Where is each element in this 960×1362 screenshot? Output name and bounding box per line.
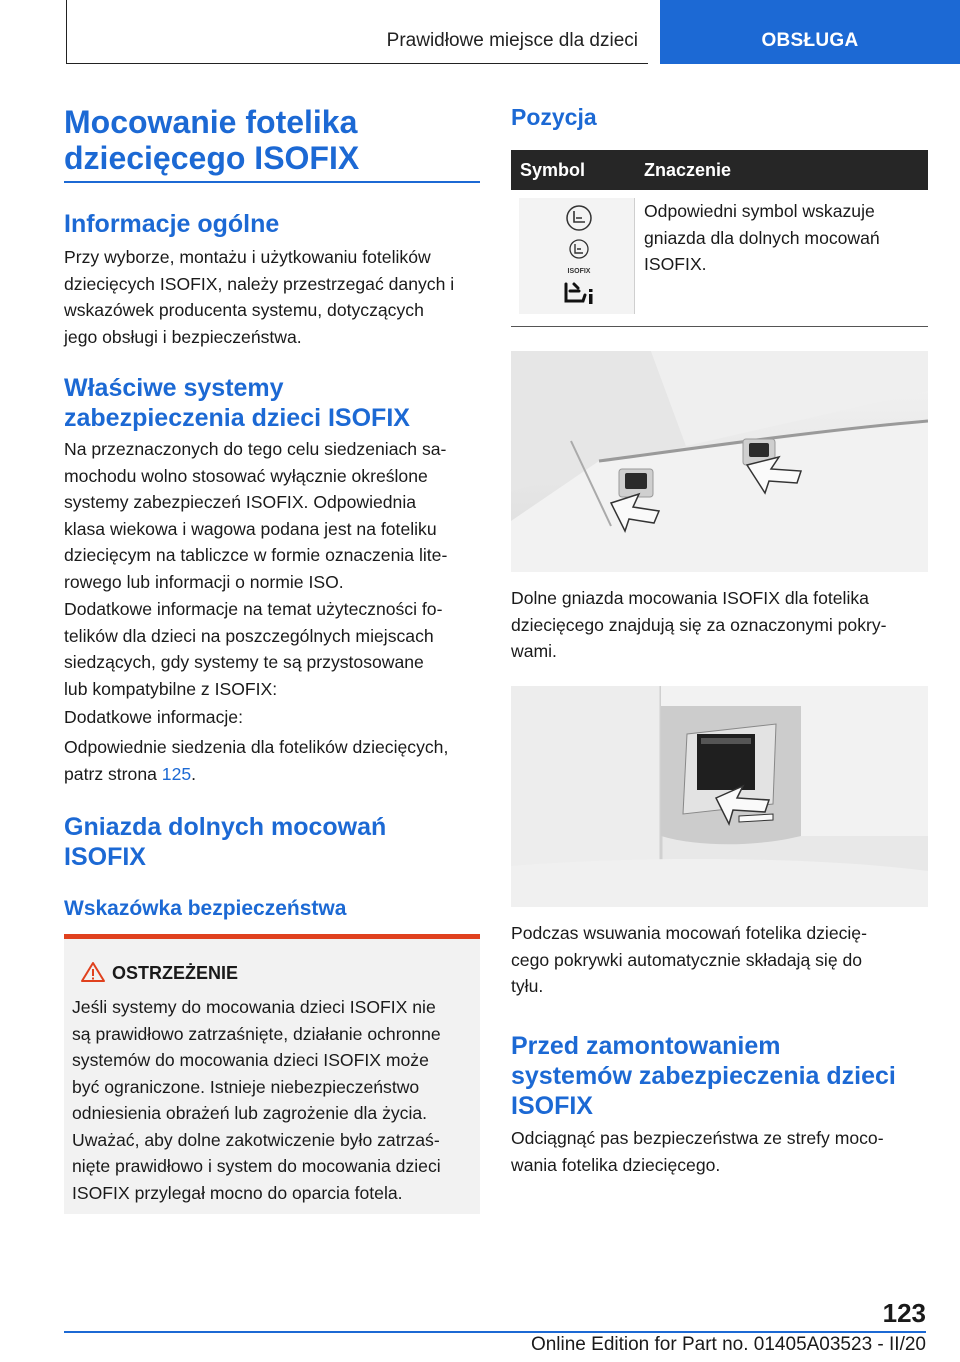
paragraph-general: Przy wyborze, montażu i użytkowaniu fotelików dziecięcych ISOFIX, należy przestrzegać danych i wskazówek producenta systemu, dotyczących jego obsługi i bezpieczeństwa. (64, 247, 455, 347)
paragraph-systems: Na przeznaczonych do tego celu siedzeniach sa- mochodu wolno stosować wyłącznie określone systemy zabezpieczeń ISOFIX. Odpowiednia klasa wiekowa i wagowa podana jest na foteliku dziecięcym na tabliczce w formie oznaczenia lite- rowego lub informacji o normie ISO. (64, 439, 448, 592)
paragraph-seats: Odpowiednie siedzenia dla fotelików dziecięcych, patrz strona 125. (64, 737, 449, 784)
table-meaning: Odpowiedni symbol wskazuje gniazda dla dolnych mocowań ISOFIX. (644, 201, 880, 274)
warning-triangle-icon (80, 961, 106, 988)
isofix-symbols (519, 198, 635, 314)
isofix-seat-icon (519, 198, 634, 314)
footer-edition: Online Edition for Part no. 01405A03523 - II/20 (530, 1334, 926, 1355)
page-number: 123 (882, 1298, 926, 1328)
caption-covers: Dolne gniazda mocowania ISOFIX dla fotelika dziecięcego znajdują się za oznaczonymi pokry- wami. (511, 588, 887, 661)
title-rule (64, 181, 480, 183)
section-title: Prawidłowe miejsce dla dzieci (386, 30, 638, 51)
photo-isofix-insertion (511, 686, 928, 907)
col-meaning: Znaczenie (644, 160, 732, 180)
table-header (511, 150, 928, 190)
table-bottom-rule (511, 326, 928, 327)
col-symbol: Symbol (520, 160, 586, 180)
heading-anchors: Gniazda dolnych mocowań ISOFIX (64, 813, 387, 871)
page-title: Mocowanie fotelika dziecięcego ISOFIX (64, 104, 360, 176)
caption-insertion: Podczas wsuwania mocowań fotelika dziecię- cego pokrywki automatycznie składają się do tyłu. (511, 923, 867, 996)
chapter-tab[interactable] (660, 0, 960, 64)
photo-isofix-covers (511, 351, 928, 572)
warning-text: Jeśli systemy do mocowania dzieci ISOFIX nie są prawidłowo zatrzaśnięte, działanie ochronne systemów do mocowania dzieci ISOFIX może być ograniczone. Istnieje niebezpieczeństwo odniesienia obrażeń lub zagrożenie dla życia. Uważać, aby dolne zakotwiczenie było zatrzaś- nięte prawidłowo i system do mocowania dzieci ISOFIX przylegał mocno do oparcia fotela. (72, 997, 441, 1203)
chapter-tab-label: OBSŁUGA (761, 30, 859, 51)
paragraph-extra2: Dodatkowe informacje: (64, 707, 243, 727)
heading-safety: Wskazówka bezpieczeństwa (64, 897, 347, 920)
heading-position: Pozycja (511, 104, 597, 130)
heading-general: Informacje ogólne (64, 210, 280, 238)
heading-systems: Właściwe systemy zabezpieczenia dzieci ISOFIX (64, 374, 410, 432)
footer-rule (64, 1331, 926, 1333)
warning-box (64, 934, 480, 1214)
paragraph-extra: Dodatkowe informacje na temat użyteczności fo- telików dla dzieci na poszczególnych miejscach siedzących, gdy systemy te są przystosowane lub kompatybilne z ISOFIX: (64, 599, 443, 699)
svg-text:ISOFIX: ISOFIX (567, 268, 591, 275)
page-link-125[interactable]: 125 (161, 763, 192, 784)
warning-heading: OSTRZEŻENIE (112, 963, 239, 983)
paragraph-before-mounting: Odciągnąć pas bezpieczeństwa ze strefy moco- wania fotelika dziecięcego. (511, 1128, 884, 1175)
heading-before-mounting: Przed zamontowaniem systemów zabezpieczenia dzieci ISOFIX (511, 1032, 896, 1120)
